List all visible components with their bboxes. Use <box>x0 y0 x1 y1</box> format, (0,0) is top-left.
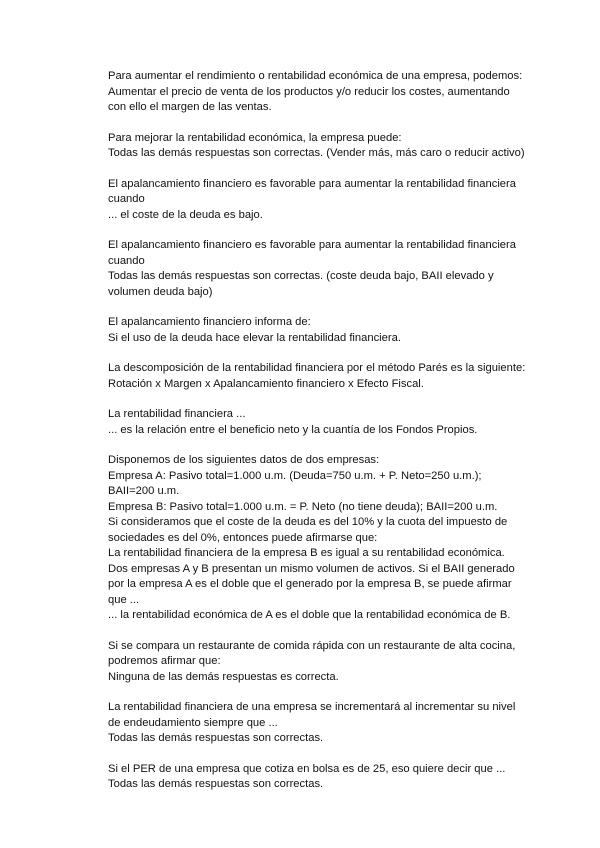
question-block <box>108 639 578 686</box>
text-line: ... es la relación entre el beneficio neto y la cuantía de los Fondos Propios. <box>108 423 478 436</box>
text-line: BAII=200 u.m. <box>108 485 180 497</box>
document-page <box>108 69 578 808</box>
text-line: Si se compara un restaurante de comida rápida con un restaurante de alta cocina, <box>108 639 516 652</box>
text-line: volumen deuda bajo) <box>108 285 213 298</box>
text-line: sociedades es del 0%, entonces puede afirmarse que: <box>108 531 378 544</box>
text-line: Todas las demás respuestas son correctas. (Vender más, más caro o reducir activo) <box>108 147 525 159</box>
question-block <box>108 453 578 624</box>
text-line: El apalancamiento financiero es favorable para aumentar la rentabilidad financiera <box>108 177 516 190</box>
text-line: Para mejorar la rentabilidad económica, la empresa puede: <box>108 131 402 144</box>
question-block <box>108 700 578 747</box>
text-line: de endeudamiento siempre que ... <box>108 716 278 729</box>
text-line: Dos empresas A y B presentan un mismo volumen de activos. Si el BAII generado <box>108 562 515 575</box>
question-block <box>108 315 578 346</box>
text-line: con ello el margen de las ventas. <box>108 101 272 113</box>
text-line: ... el coste de la deuda es bajo. <box>108 208 263 221</box>
question-block <box>108 177 578 224</box>
text-line: ... la rentabilidad económica de A es el doble que la rentabilidad económica de B. <box>108 609 511 621</box>
text-line: El apalancamiento financiero es favorable para aumentar la rentabilidad financiera <box>108 239 516 251</box>
text-line: Todas las demás respuestas son correctas. <box>108 732 324 744</box>
text-line: Ninguna de las demás respuestas es correcta. <box>108 670 339 683</box>
text-line: La descomposición de la rentabilidad financiera por el método Parés es la siguiente: <box>108 362 526 374</box>
text-line: Todas las demás respuestas son correctas. <box>108 778 324 790</box>
text-line: Si el PER de una empresa que cotiza en bolsa es de 25, eso quiere decir que ... <box>108 762 506 775</box>
text-line: Rotación x Margen x Apalancamiento financiero x Efecto Fiscal. <box>108 377 424 390</box>
question-block <box>108 762 578 793</box>
text-line: La rentabilidad financiera ... <box>108 408 246 420</box>
text-line: El apalancamiento financiero informa de: <box>108 316 311 328</box>
text-line: La rentabilidad financiera de una empresa se incrementará al incrementar su nivel <box>108 701 516 713</box>
text-line: cuando <box>108 254 145 267</box>
text-line: La rentabilidad financiera de la empresa B es igual a su rentabilidad económica. <box>108 547 505 559</box>
question-block <box>108 361 578 392</box>
text-line: Empresa A: Pasivo total=1.000 u.m. (Deuda=750 u.m. + P. Neto=250 u.m.); <box>108 469 482 482</box>
text-line: Empresa B: Pasivo total=1.000 u.m. = P. Neto (no tiene deuda); BAII=200 u.m. <box>108 500 498 513</box>
text-line: cuando <box>108 193 145 205</box>
text-line: Aumentar el precio de venta de los productos y/o reducir los costes, aumentando <box>108 85 510 98</box>
text-line: Para aumentar el rendimiento o rentabilidad económica de una empresa, podemos: <box>108 70 523 82</box>
text-line: Si el uso de la deuda hace elevar la rentabilidad financiera. <box>108 331 401 344</box>
question-block <box>108 69 578 116</box>
question-block <box>108 407 578 438</box>
text-line: Disponemos de los siguientes datos de dos empresas: <box>108 454 380 466</box>
text-line: que ... <box>108 593 140 606</box>
question-block <box>108 238 578 300</box>
text-line: podremos afirmar que: <box>108 655 221 667</box>
text-line: Si consideramos que el coste de la deuda es del 10% y la cuota del impuesto de <box>108 516 508 528</box>
text-line: por la empresa A es el doble que el generado por la empresa B, se puede afirmar <box>108 578 512 590</box>
question-block <box>108 131 578 162</box>
text-line: Todas las demás respuestas son correctas. (coste deuda bajo, BAII elevado y <box>108 270 494 282</box>
